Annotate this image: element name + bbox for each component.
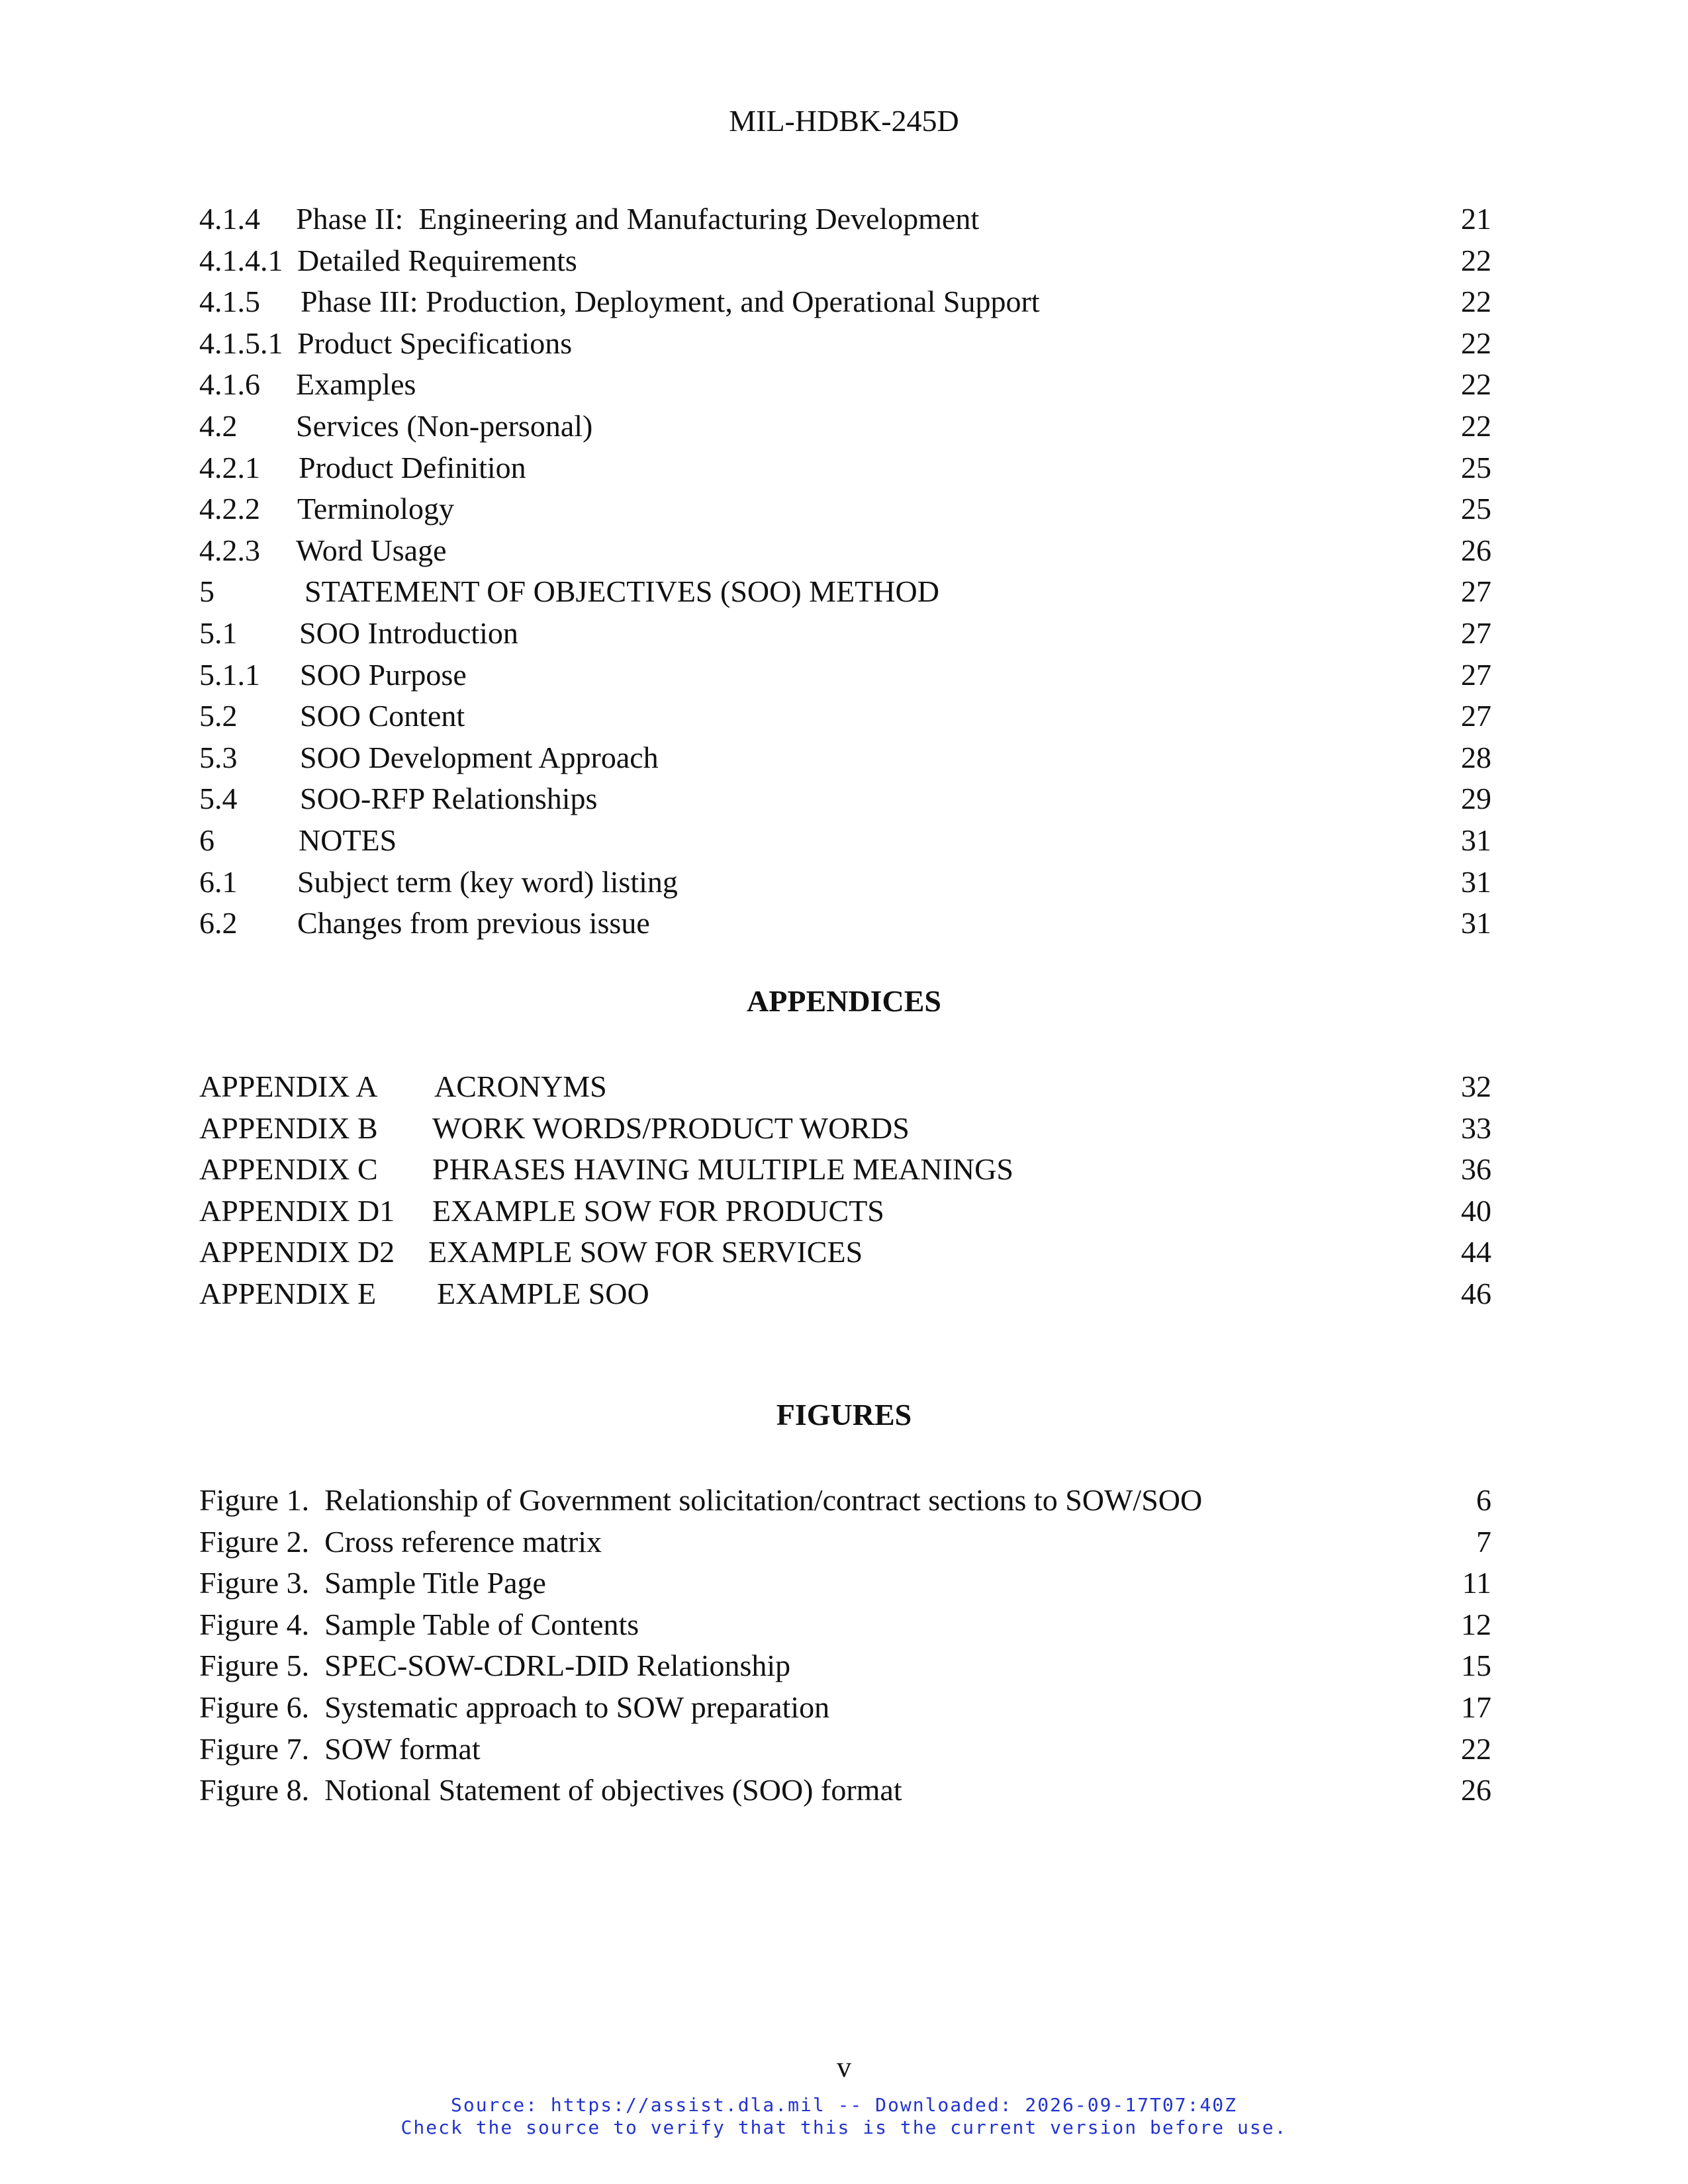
toc-row xyxy=(199,240,1491,282)
figure-row xyxy=(199,1729,1491,1770)
appendix-title: EXAMPLE SOW FOR SERVICES xyxy=(428,1235,863,1269)
figure-page: 11 xyxy=(1462,1566,1491,1600)
toc-title: Services (Non-personal) xyxy=(296,408,593,443)
toc-page: 27 xyxy=(1461,615,1491,650)
appendix-page: 32 xyxy=(1461,1069,1491,1103)
toc-number: 6.2 xyxy=(199,906,238,940)
toc-row xyxy=(199,571,1491,613)
toc-page: 31 xyxy=(1461,864,1491,899)
figure-page: 17 xyxy=(1461,1690,1491,1724)
document-id-header: MIL-HDBK-245D xyxy=(729,104,959,138)
appendix-row xyxy=(199,1191,1491,1232)
toc-row xyxy=(199,820,1491,862)
appendix-title: ACRONYMS xyxy=(434,1069,607,1103)
appendix-row xyxy=(199,1066,1491,1108)
figure-caption: Figure 8. Notional Statement of objectives (SOO) format xyxy=(199,1773,902,1807)
toc-number: 4.1.5 xyxy=(199,285,260,319)
appendices-list xyxy=(199,1066,1491,1315)
toc-row xyxy=(199,903,1491,944)
toc-number: 6.1 xyxy=(199,864,238,899)
appendix-title: PHRASES HAVING MULTIPLE MEANINGS xyxy=(432,1152,1013,1187)
figure-caption: Figure 2. Cross reference matrix xyxy=(199,1524,602,1559)
figure-caption: Figure 1. Relationship of Government solicitation/contract sections to SOW/SOO xyxy=(199,1483,1203,1517)
toc-row xyxy=(199,862,1491,903)
toc-page: 27 xyxy=(1461,657,1491,692)
figure-page: 26 xyxy=(1461,1773,1491,1807)
toc-page: 22 xyxy=(1461,408,1491,443)
toc-number: 6 xyxy=(199,823,214,857)
figures-list xyxy=(199,1480,1491,1811)
toc-title: SOO-RFP Relationships xyxy=(300,782,598,816)
toc-row xyxy=(199,778,1491,820)
toc-title: SOO Development Approach xyxy=(300,740,659,774)
toc-number: 4.1.6 xyxy=(199,367,260,402)
figure-caption: Figure 3. Sample Title Page xyxy=(199,1566,546,1600)
figure-row xyxy=(199,1645,1491,1687)
toc-row xyxy=(199,530,1491,572)
toc-number: 4.2 xyxy=(199,408,238,443)
toc-title: Detailed Requirements xyxy=(297,243,577,277)
toc-title: SOO Content xyxy=(300,699,465,733)
figure-row xyxy=(199,1687,1491,1729)
figure-page: 6 xyxy=(1476,1483,1491,1517)
figure-caption: Figure 5. SPEC-SOW-CDRL-DID Relationship xyxy=(199,1649,791,1683)
toc-number: 4.1.4.1 xyxy=(199,243,283,277)
toc-title: Subject term (key word) listing xyxy=(297,864,678,899)
toc-page: 21 xyxy=(1461,202,1491,236)
toc-row xyxy=(199,406,1491,447)
toc-number: 4.1.5.1 xyxy=(199,326,283,360)
toc-page: 25 xyxy=(1461,450,1491,484)
appendix-page: 46 xyxy=(1461,1276,1491,1310)
toc-title: Examples xyxy=(296,367,416,402)
figure-row xyxy=(199,1604,1491,1646)
toc-page: 26 xyxy=(1461,533,1491,567)
toc-row xyxy=(199,655,1491,696)
appendix-row xyxy=(199,1149,1491,1191)
figure-page: 22 xyxy=(1461,1731,1491,1766)
toc-page: 28 xyxy=(1461,740,1491,774)
toc-page: 25 xyxy=(1461,492,1491,526)
appendix-row xyxy=(199,1108,1491,1150)
toc-title: Phase III: Production, Deployment, and Operational Support xyxy=(301,285,1040,319)
figures-heading: FIGURES xyxy=(776,1398,912,1432)
toc-title: STATEMENT OF OBJECTIVES (SOO) METHOD xyxy=(305,574,939,609)
appendix-page: 33 xyxy=(1461,1111,1491,1145)
toc-page: 29 xyxy=(1461,782,1491,816)
toc-page: 27 xyxy=(1461,574,1491,609)
source-note-line-2: Check the source to verify that this is the current version before use. xyxy=(400,2116,1288,2138)
appendix-row xyxy=(199,1232,1491,1273)
toc-title: Phase II: Engineering and Manufacturing Development xyxy=(296,202,980,236)
figure-page: 15 xyxy=(1461,1649,1491,1683)
toc-row xyxy=(199,737,1491,779)
toc-page: 22 xyxy=(1461,285,1491,319)
appendix-label: APPENDIX A xyxy=(199,1069,378,1103)
toc-title: Changes from previous issue xyxy=(297,906,650,940)
toc-page: 22 xyxy=(1461,243,1491,277)
toc-row xyxy=(199,447,1491,489)
figure-page: 7 xyxy=(1476,1524,1491,1559)
figure-row xyxy=(199,1563,1491,1604)
figure-caption: Figure 7. SOW format xyxy=(199,1731,481,1766)
appendix-page: 40 xyxy=(1461,1193,1491,1228)
toc-row xyxy=(199,199,1491,240)
toc-title: Word Usage xyxy=(296,533,447,567)
toc-page: 31 xyxy=(1461,823,1491,857)
toc-title: Product Specifications xyxy=(297,326,573,360)
toc-number: 5.4 xyxy=(199,782,238,816)
page-number: v xyxy=(837,2051,851,2083)
toc-row xyxy=(199,323,1491,365)
appendix-label: APPENDIX C xyxy=(199,1152,378,1187)
appendix-label: APPENDIX D1 xyxy=(199,1193,395,1228)
figure-caption: Figure 6. Systematic approach to SOW preparation xyxy=(199,1690,830,1724)
toc-number: 5.1.1 xyxy=(199,657,260,692)
toc-page: 31 xyxy=(1461,906,1491,940)
toc-section xyxy=(199,199,1491,944)
toc-title: SOO Introduction xyxy=(299,615,518,650)
appendix-label: APPENDIX E xyxy=(199,1276,377,1310)
toc-title: NOTES xyxy=(299,823,397,857)
toc-page: 22 xyxy=(1461,367,1491,402)
toc-number: 4.2.3 xyxy=(199,533,260,567)
appendix-label: APPENDIX D2 xyxy=(199,1235,395,1269)
figure-caption: Figure 4. Sample Table of Contents xyxy=(199,1607,639,1641)
figure-page: 12 xyxy=(1461,1607,1491,1641)
toc-number: 4.2.2 xyxy=(199,492,260,526)
appendices-heading: APPENDICES xyxy=(747,984,941,1018)
toc-number: 5.2 xyxy=(199,699,238,733)
toc-row xyxy=(199,488,1491,530)
appendix-title: EXAMPLE SOO xyxy=(437,1276,649,1310)
appendix-row xyxy=(199,1273,1491,1315)
figure-row xyxy=(199,1770,1491,1811)
appendix-label: APPENDIX B xyxy=(199,1111,378,1145)
toc-page: 27 xyxy=(1461,699,1491,733)
toc-row xyxy=(199,281,1491,323)
toc-title: Terminology xyxy=(297,492,454,526)
toc-row xyxy=(199,364,1491,406)
source-note-line-1: Source: https://assist.dla.mil -- Downloaded: 2026-09-17T07:40Z xyxy=(450,2094,1238,2116)
appendix-page: 36 xyxy=(1461,1152,1491,1187)
toc-number: 4.1.4 xyxy=(199,202,260,236)
toc-number: 5.1 xyxy=(199,615,238,650)
appendix-title: WORK WORDS/PRODUCT WORDS xyxy=(432,1111,910,1145)
toc-page: 22 xyxy=(1461,326,1491,360)
toc-row xyxy=(199,696,1491,737)
toc-number: 5.3 xyxy=(199,740,238,774)
toc-number: 4.2.1 xyxy=(199,450,260,484)
figure-row xyxy=(199,1480,1491,1522)
appendix-page: 44 xyxy=(1461,1235,1491,1269)
appendix-title: EXAMPLE SOW FOR PRODUCTS xyxy=(432,1193,884,1228)
figure-row xyxy=(199,1522,1491,1563)
toc-number: 5 xyxy=(199,574,214,609)
toc-row xyxy=(199,613,1491,655)
toc-title: SOO Purpose xyxy=(300,657,467,692)
toc-title: Product Definition xyxy=(299,450,526,484)
